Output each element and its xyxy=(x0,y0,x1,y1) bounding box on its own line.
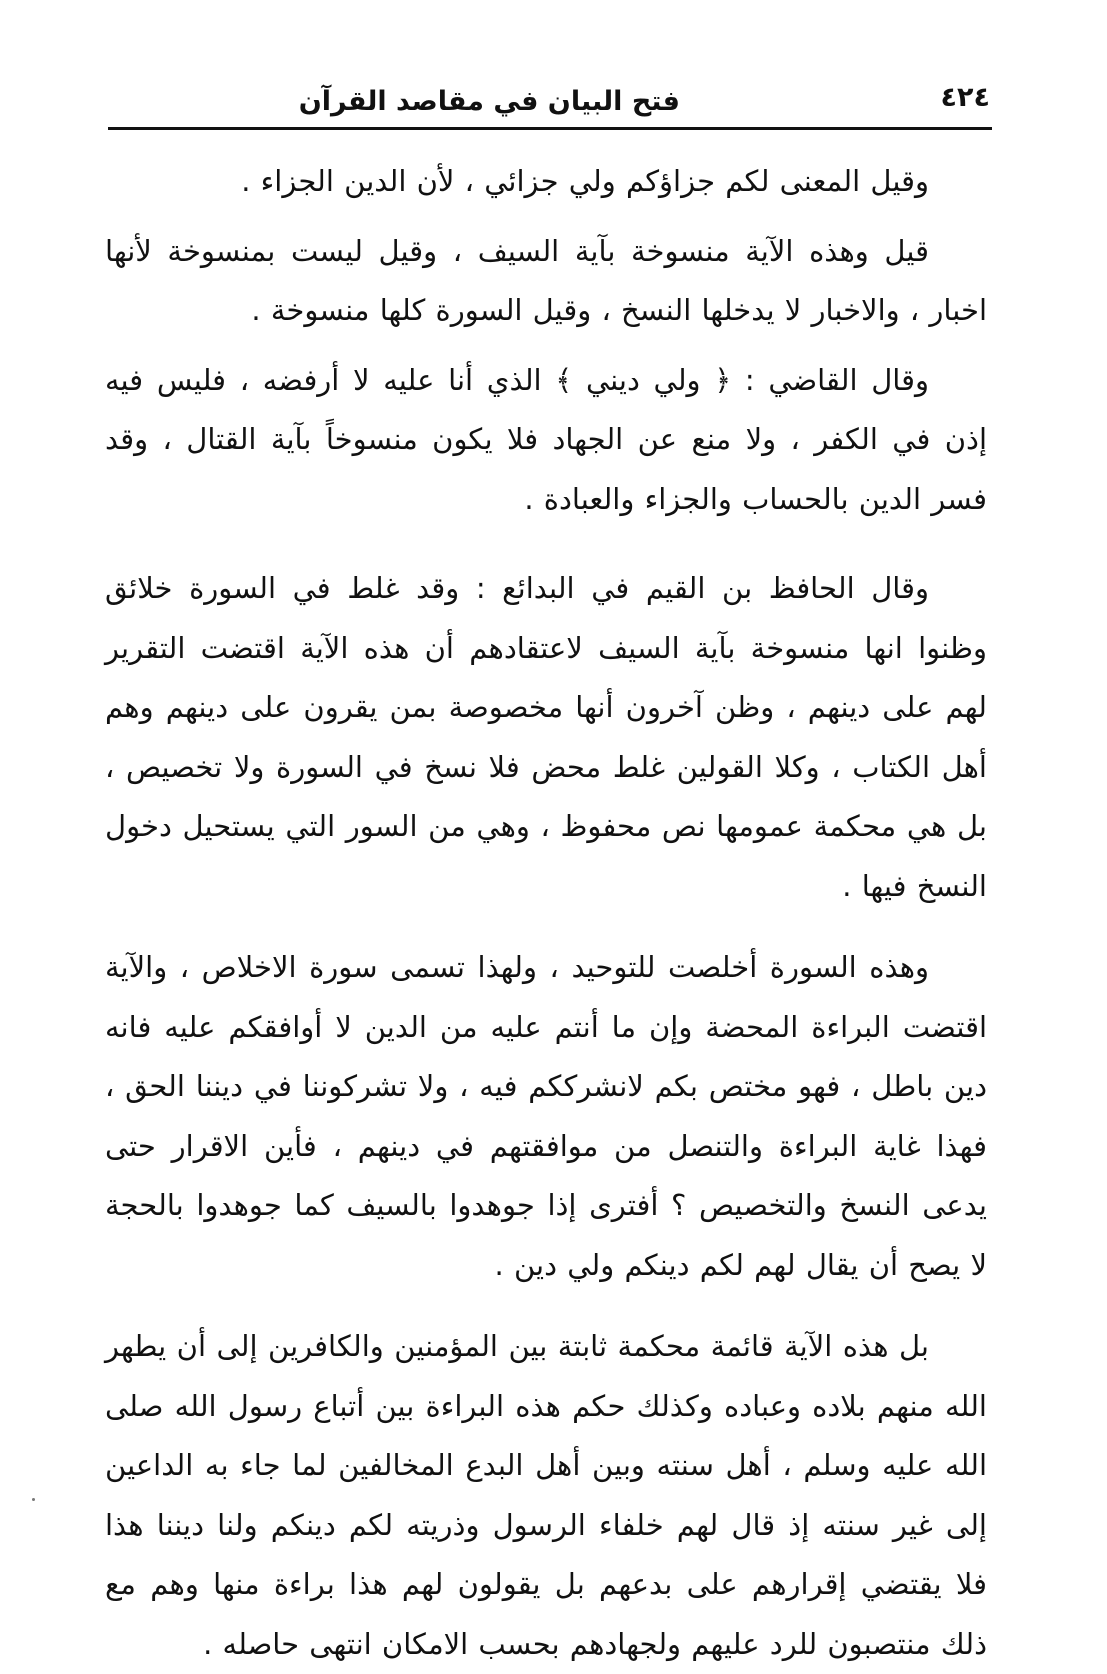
running-title: فتح البيان في مقاصد القرآن xyxy=(298,86,680,117)
paragraph-6: بل هذه الآية قائمة محكمة ثابتة بين المؤمنين والكافرين إلى أن يطهر الله منهم بلاده وعباده وكذلك حكم هذه البراءة بين أتباع رسول الله صلى الله عليه وسلم ، أهل سنته وبين أهل البدع المخالفين لما جاء به الداعين إلى غير سنته إذ قال لهم خلفاء الرسول وذريته لكم دينكم ولنا ديننا هذا فلا يقتضي إقرارهم على بدعهم بل يقولون لهم هذا براءة منها وهم مع ذلك منتصبون للرد عليهم ولجهادهم بحسب الامكان انتهى حاصله . xyxy=(105,1329,987,1661)
body-text xyxy=(105,152,987,1674)
page-header xyxy=(110,78,990,126)
scan-speck xyxy=(32,1498,35,1501)
paragraph-3: وقال القاضي : ﴿ ولي ديني ﴾ الذي أنا عليه لا أرفضه ، فليس فيه إذن في الكفر ، ولا منع عن الجهاد فلا يكون منسوخاً بآية القتال ، وقد فسر الدين بالحساب والجزاء والعبادة . xyxy=(105,362,987,516)
paragraph-5: وهذه السورة أخلصت للتوحيد ، ولهذا تسمى سورة الاخلاص ، والآية اقتضت البراءة المحضة وإن ما أنتم عليه من الدين لا أوافقكم عليه فانه دين باطل ، فهو مختص بكم لانشرككم فيه ، ولا تشركوننا في ديننا الحق ، فهذا غاية البراءة والتنصل من موافقتهم في دينهم ، فأين الاقرار حتى يدعى النسخ والتخصيص ؟ أفترى إذا جوهدوا بالسيف كما جوهدوا بالحجة لا يصح أن يقال لهم لكم دينكم ولي دين . xyxy=(105,950,987,1282)
page-number: ٤٢٤ xyxy=(940,82,990,113)
paragraph-2: قيل وهذه الآية منسوخة بآية السيف ، وقيل ليست بمنسوخة لأنها اخبار ، والاخبار لا يدخلها النسخ ، وقيل السورة كلها منسوخة . xyxy=(105,233,987,327)
paragraph-1: وقيل المعنى لكم جزاؤكم ولي جزائي ، لأن الدين الجزاء . xyxy=(241,164,929,198)
header-rule xyxy=(108,127,992,130)
paragraph-4: وقال الحافظ بن القيم في البدائع : وقد غلط في السورة خلائق وظنوا انها منسوخة بآية السيف لاعتقادهم أن هذه الآية اقتضت التقرير لهم على دينهم ، وظن آخرون أنها مخصوصة بمن يقرون على دينهم وهم أهل الكتاب ، وكلا القولين غلط محض فلا نسخ في السورة ولا تخصيص ، بل هي محكمة عمومها نص محفوظ ، وهي من السور التي يستحيل دخول النسخ فيها . xyxy=(105,571,987,903)
